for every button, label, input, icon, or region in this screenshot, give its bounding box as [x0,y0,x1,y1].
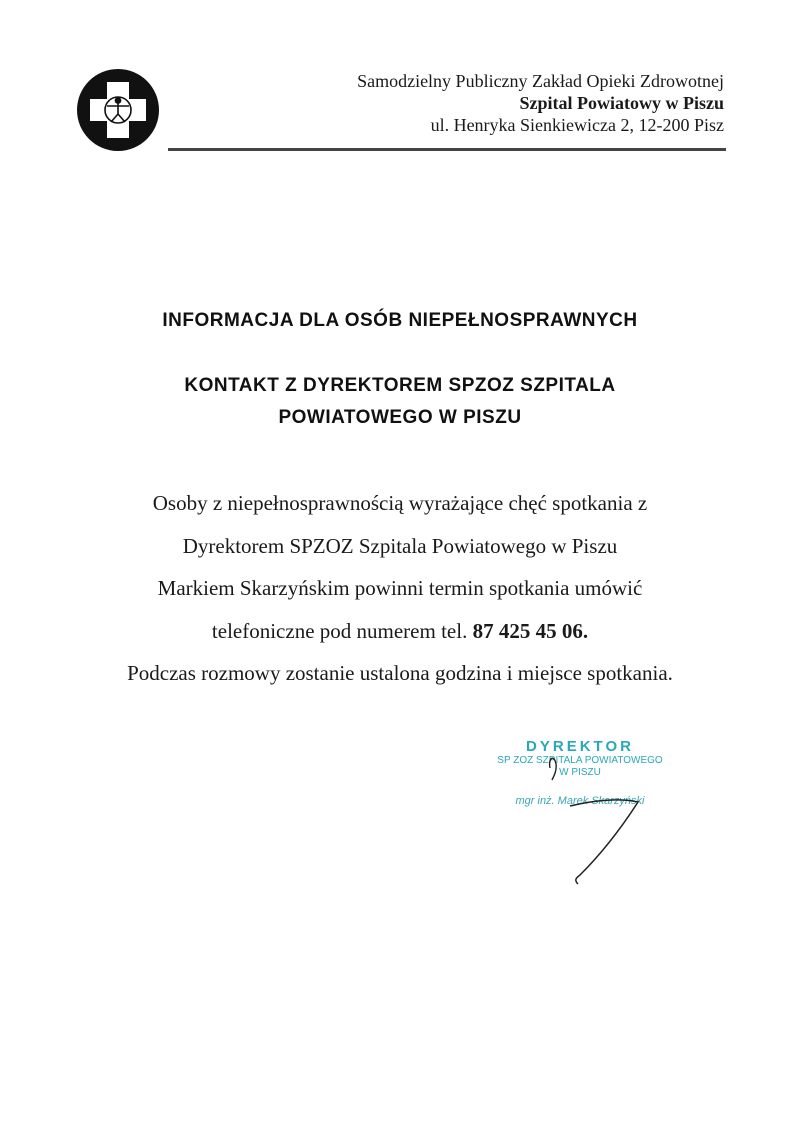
hospital-name: Szpital Powiatowy w Piszu [519,93,724,113]
hospital-cross-logo [76,68,160,152]
subtitle-line: KONTAKT Z DYREKTOREM SPZOZ SZPITALA [184,375,616,396]
document-title: INFORMACJA DLA OSÓB NIEPEŁNOSPRAWNYCH [162,310,638,331]
information-body [40,482,760,695]
body-line: Markiem Skarzyńskim powinni termin spotkania umówić [157,576,643,600]
stamp-org-line: W PISZU [559,767,601,778]
stamp-org-line: SP ZOZ SZPITALA POWIATOWEGO [497,755,663,766]
body-line: Podczas rozmowy zostanie ustalona godzina i miejsce spotkania. [127,661,673,685]
handwritten-signature [540,740,660,890]
org-name-line: Samodzielny Publiczny Zakład Opieki Zdrowotnej [357,71,724,91]
subtitle-line: POWIATOWEGO W PISZU [278,407,522,428]
stamp-director-name: mgr inż. Marek Skarzyński [515,795,645,807]
institution-header [224,70,724,136]
hospital-address: ul. Henryka Sienkiewicza 2, 12-200 Pisz [430,115,724,135]
header-divider [168,148,726,151]
phone-prefix: telefoniczne pod numerem tel. [211,618,468,643]
body-line: Dyrektorem SPZOZ Szpitala Powiatowego w Piszu [182,533,618,558]
body-line: Osoby z niepełnosprawnością wyrażające chęć spotkania z [152,491,648,515]
phone-number: 87 425 45 06. [472,618,589,643]
document-subtitle [0,370,800,434]
body-line-phone [40,610,760,653]
stamp-title: DYREKTOR [526,738,634,755]
